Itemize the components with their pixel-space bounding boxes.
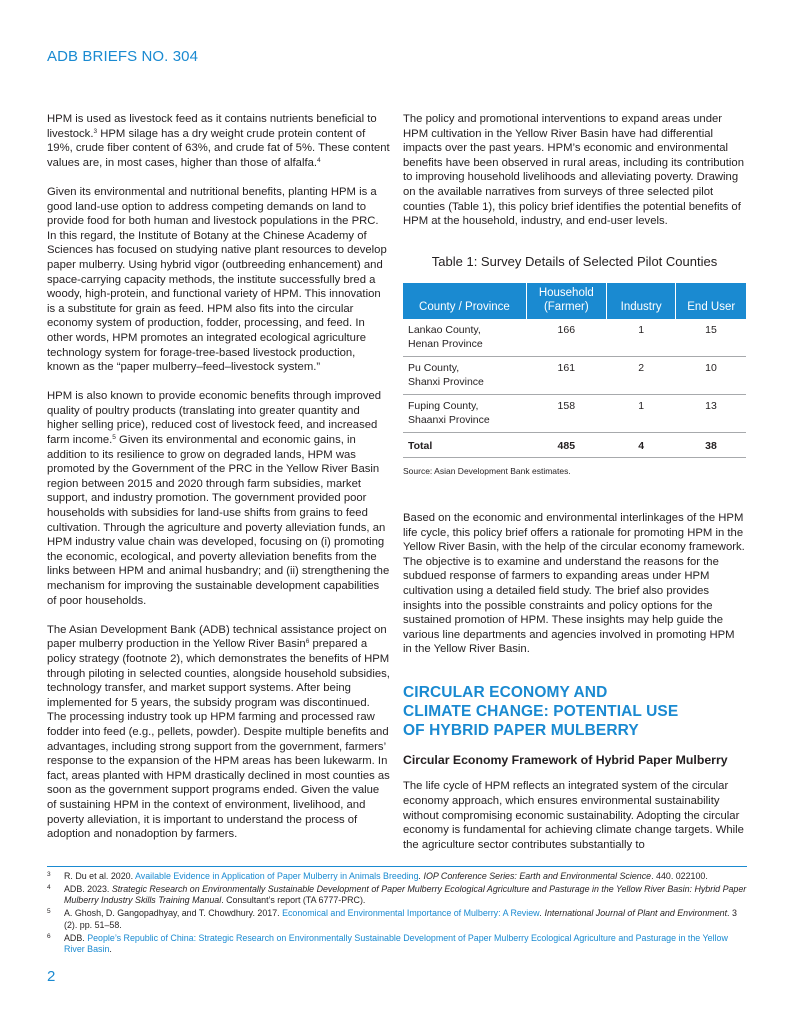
footnote-ref-6[interactable]: 6 (305, 638, 310, 646)
footnote-ref-5[interactable]: 5 (112, 434, 116, 442)
paragraph-environmental-benefits: Given its environmental and nutritional benefits, planting HPM is a good land-use option to address competing demands on land to provide food for both human and livestock populations in the PRC. In this regard, the Institute of Botany at the Chinese Academy of Sciences has focused on studying native plant resources to develop paper mulberry. Using hybrid vigor (outbreeding enhancement) and space-carrying capacity methods, the institute successfully bred a woody, high-protein, and functional variety of HPM. This innovation is a substitute for grain as feed. HPM also fits into the circular economy system of production, fodder, processing, and feed. In other words, HPM promotes an integrated ecological agriculture technology system for forage-tree-based livestock production, known as the “paper mulberry–feed–livestock system.” (47, 185, 387, 374)
table-header-row (403, 283, 746, 319)
cell-county (403, 357, 526, 395)
cell-household: 166 (526, 319, 606, 357)
footnote-text: ADB. 2023. (64, 883, 112, 894)
subsection-heading: Circular Economy Framework of Hybrid Paper Mulberry (403, 752, 728, 767)
page-number: 2 (47, 968, 56, 985)
left-column (47, 112, 391, 856)
table-source: Source: Asian Development Bank estimates. (403, 466, 571, 477)
footnote-link[interactable]: People’s Republic of China: Strategic Research on Environmentally Sustainable Development of Paper Mulberry Ecological Agriculture and Pasturage in the Yellow River Basin (64, 932, 728, 955)
county-name: Pu County, (408, 362, 460, 375)
county-name: Fuping County, (408, 400, 479, 413)
footnote-italic: . IOP Conference Series: Earth and Environmental Science (418, 871, 652, 881)
cell-industry: 1 (606, 395, 676, 433)
footnote-link[interactable]: Available Evidence in Application of Paper Mulberry in Animals Breeding (135, 871, 419, 881)
cell-county (403, 395, 526, 433)
footnote-3 (47, 871, 747, 883)
header-county: County / Province (403, 283, 526, 319)
paragraph-adb-project (47, 623, 391, 842)
header-end-user: End User (676, 283, 746, 319)
footnote-text: ADB. (64, 932, 88, 943)
footnote-text: . (109, 944, 112, 955)
cell-household: 161 (526, 357, 606, 395)
footnote-number: 6 (47, 932, 51, 940)
province-name: Shaanxi Province (408, 414, 490, 427)
cell-end-user: 15 (676, 319, 746, 357)
footnote-number: 4 (47, 883, 51, 891)
heading-line: OF HYBRID PAPER MULBERRY (403, 721, 639, 739)
table-total-row (403, 433, 746, 458)
province-name: Henan Province (408, 338, 483, 351)
footnote-ref-3[interactable]: 3 (93, 127, 98, 135)
footnote-italic: Strategic Research on Environmentally Sustainable Development of Paper Mulberry Ecological Agriculture and Pasturage in the Yellow River Basin: Hybrid Paper Mulberry Industry Skills Training Manual (64, 883, 747, 906)
text-span: HPM is used as livestock feed as it contains nutrients beneficial to livestock. (47, 113, 377, 140)
table-title: Table 1: Survey Details of Selected Pilot Counties (431, 253, 718, 269)
cell-end-user: 10 (676, 357, 746, 395)
cell-total-household: 485 (526, 433, 606, 458)
paragraph-livestock-feed (47, 112, 391, 170)
paragraph-policy-interventions: The policy and promotional interventions to expand areas under HPM cultivation in the Yellow River Basin have had differential impacts over the past years. HPM’s economic and environmental benefits have been observed in rural areas, including its contribution to improving household livelihoods and alleviating poverty. Drawing on the available narratives from surveys of three selected pilot counties (Table 1), this policy brief identifies the potential benefits of HPM at the household, industry, and end-user levels. (403, 113, 744, 228)
cell-total-label: Total (403, 433, 526, 458)
right-column (403, 112, 746, 867)
brief-header: ADB BRIEFS NO. 304 (47, 48, 199, 65)
cell-county (403, 319, 526, 357)
footnote-number: 3 (47, 871, 51, 878)
cell-total-end-user: 38 (676, 433, 746, 458)
footnote-text: . 3 (2). pp. 51–58. (64, 908, 737, 930)
text-span: The Asian Development Bank (ADB) technical assistance project on paper mulberry production in the Yellow River Basin (47, 623, 387, 651)
text-span: HPM silage has a dry weight crude protein content of 19%, crude fiber content of 63%, and crude fat of 5%. These content values are, in most cases, higher than those of alfalfa. (47, 127, 390, 169)
footnote-text: A. Ghosh, D. Gangopadhyay, and T. Chowdhury. 2017. (64, 908, 283, 919)
footnote-text: R. Du et al. 2020. (64, 871, 136, 881)
cell-industry: 1 (606, 319, 676, 357)
paragraph-life-cycle: The life cycle of HPM reflects an integrated system of the circular economy approach, which ensures environmental sustainability without compromising economic sustainability. Adopting the circular economy is fundamental for achieving climate change targets. While the agriculture sector contributes substantially to (403, 780, 744, 851)
province-name: Shanxi Province (408, 376, 484, 389)
footnote-number: 5 (47, 908, 51, 916)
heading-line: CIRCULAR ECONOMY AND (403, 683, 608, 701)
footnote-text: . Consultant’s report (TA 6777-PRC). (221, 895, 366, 906)
paragraph-rationale: Based on the economic and environmental interlinkages of the HPM life cycle, this policy brief offers a rationale for promoting HPM in the Yellow River Basin, with the help of the circular economy framework. The objective is to examine and understand the reasons for the subdued response of farmers to expanding areas under HPM cultivation using a detailed field study. The brief also provides insights into the possible constraints and policy options for the sustained promotion of HPM. These insights may help guide the various line departments and agencies involved in promoting HPM in the Yellow River Basin. (403, 511, 745, 656)
table-row (403, 395, 746, 433)
footnote-link[interactable]: Economical and Environmental Importance of Mulberry: A Review (282, 908, 540, 919)
footnote-italic: . International Journal of Plant and Environment (539, 908, 728, 919)
cell-total-industry: 4 (606, 433, 676, 458)
table-row (403, 357, 746, 395)
footnote-6 (47, 933, 747, 956)
footnote-ref-4[interactable]: 4 (317, 156, 321, 164)
heading-line: CLIMATE CHANGE: POTENTIAL USE (403, 702, 679, 720)
header-household: Household (Farmer) (526, 283, 606, 319)
section-heading (403, 683, 746, 740)
text-span: HPM is also known to provide economic benefits through improved quality of poultry products (translating into greater quantity and higher selling price), reduced cost of livestock feed, and increased farm income. (47, 390, 382, 447)
cell-end-user: 13 (676, 395, 746, 433)
text-span: prepared a policy strategy (footnote 2), which demonstrates the benefits of HPM through piloting in selected counties, alongside household subsidies, technology transfer, and market support systems. After being implemented for 5 years, the subsidy program was discontinued. The processing industry took up HPM farming and processed raw fodder into feed (e.g., pellets, powder). Despite multiple benefits and advantages, including strong support from the government, farmers’ response to the expansion of the HPM areas has been lukewarm. In fact, areas planted with HPM drastically declined in most counties as soon as the government support programs ended. Given the value of sustaining HPM in the context of environment, livelihood, and poverty alleviation, it is important to understand the process of adoption and nonadoption by farmers. (47, 638, 390, 841)
cell-industry: 2 (606, 357, 676, 395)
survey-table (403, 283, 746, 458)
footnote-4 (47, 884, 747, 907)
county-name: Lankao County, (408, 324, 481, 337)
footnote-text: . 440. 022100. (651, 871, 708, 881)
spacer (403, 479, 746, 511)
cell-household: 158 (526, 395, 606, 433)
footnotes (47, 866, 747, 957)
header-industry: Industry (606, 283, 676, 319)
table-row (403, 319, 746, 357)
paragraph-economic-benefits (47, 389, 391, 608)
footnote-5 (47, 908, 747, 931)
text-span: Given its environmental and economic gains, in addition to its resilience to grow on degraded lands, HPM was promoted by the Government of the PRC in the Yellow River Basin region between 2015 and 2020 through farm subsidies, market support, and industry promotion. The government provided poor households with subsidies for land-use shifts from grains to feed cultivation. Through the agriculture and poverty alleviation funds, an HPM industry value chain was developed, focusing on (i) promoting the economic, ecological, and poverty alleviation benefits from the links between HPM and animal husbandry; and (ii) strengthening the mechanism for improving the sustainable development capabilities of poor households. (47, 434, 390, 607)
